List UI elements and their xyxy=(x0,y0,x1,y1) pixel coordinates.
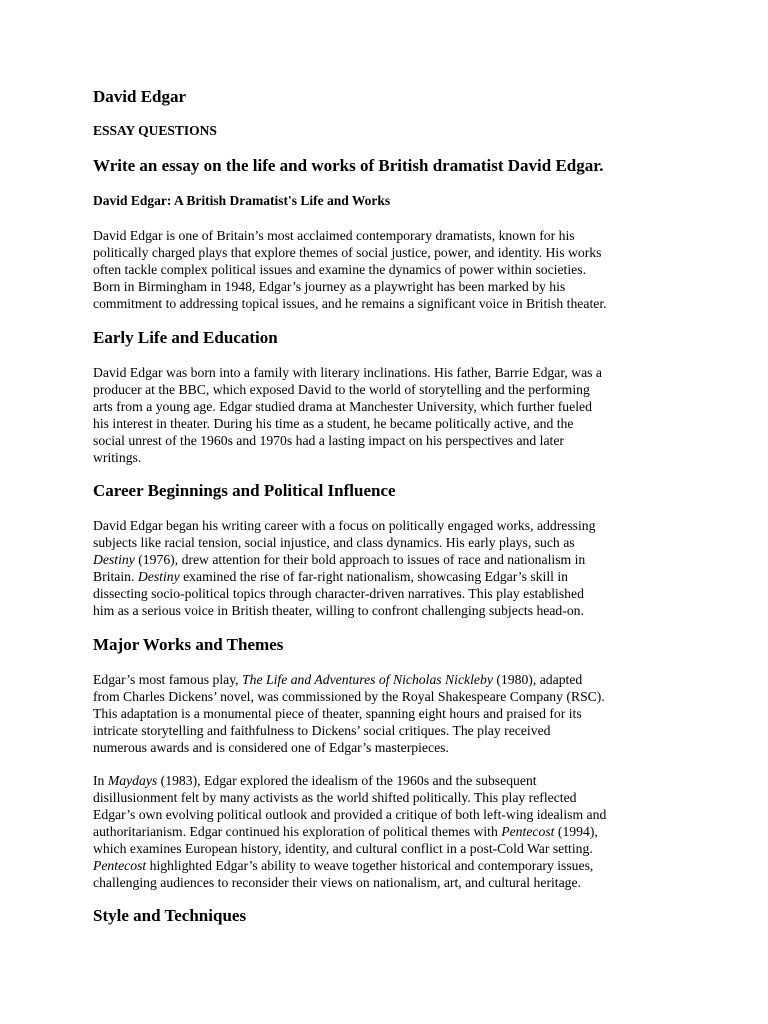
paragraph-line: David Edgar is one of Britain’s most acclaimed contemporary dramatists, known for his xyxy=(93,228,575,243)
essay-label: ESSAY QUESTIONS xyxy=(93,123,217,138)
essay-subtitle: David Edgar: A British Dramatist's Life and Works xyxy=(93,193,391,208)
paragraph-line: numerous awards and is considered one of Edgar’s masterpieces. xyxy=(93,740,449,755)
paragraph-line: In Maydays (1983), Edgar explored the idealism of the 1960s and the subsequent xyxy=(93,773,537,788)
paragraph-line: his interest in theater. During his time as a student, he became politically active, and the xyxy=(93,416,574,431)
paragraph-line: disillusionment felt by many activists as the world shifted politically. This play reflected xyxy=(93,790,577,805)
work-title: Pentecost xyxy=(501,824,555,839)
paragraph-line: often tackle complex political issues and examine the dynamics of power within societies. xyxy=(93,262,586,277)
paragraph-line: Britain. Destiny examined the rise of far-right nationalism, showcasing Edgar’s skill in xyxy=(93,569,569,584)
early-life-paragraph xyxy=(93,364,693,466)
section-heading-style: Style and Techniques xyxy=(93,906,247,925)
paragraph-line: David Edgar began his writing career with a focus on politically engaged works, addressing xyxy=(93,518,596,533)
paragraph-line: from Charles Dickens’ novel, was commissioned by the Royal Shakespeare Company (RSC). xyxy=(93,689,605,704)
paragraph-line: politically charged plays that explore themes of social justice, power, and identity. His works xyxy=(93,245,602,260)
work-title: Pentecost xyxy=(93,858,147,873)
work-title: The Life and Adventures of Nicholas Nickleby xyxy=(242,672,493,687)
paragraph-line: challenging audiences to reconsider their views on nationalism, art, and cultural heritage. xyxy=(93,875,582,890)
paragraph-line: dissecting socio-political topics through character-driven narratives. This play established xyxy=(93,586,584,601)
paragraph-line: intricate storytelling and faithfulness to Dickens’ social critiques. The play received xyxy=(93,723,551,738)
paragraph-line: Born in Birmingham in 1948, Edgar’s journey as a playwright has been marked by his xyxy=(93,279,566,294)
section-heading-career: Career Beginnings and Political Influence xyxy=(93,481,396,500)
paragraph-line: him as a serious voice in British theater, willing to confront challenging subjects head-on. xyxy=(93,603,584,618)
paragraph-line: Pentecost highlighted Edgar’s ability to weave together historical and contemporary issues, xyxy=(93,858,594,873)
essay-question: Write an essay on the life and works of British dramatist David Edgar. xyxy=(93,156,604,175)
paragraph-line: This adaptation is a monumental piece of theater, spanning eight hours and praised for its xyxy=(93,706,582,721)
paragraph-line: Edgar’s own evolving political outlook and provided a critique of both left-wing idealism and xyxy=(93,807,607,822)
paragraph-line: subjects like racial tension, social injustice, and class dynamics. His early plays, such as xyxy=(93,535,575,550)
document-title: David Edgar xyxy=(93,87,187,106)
paragraph-line: producer at the BBC, which exposed David to the world of storytelling and the performing xyxy=(93,382,590,397)
work-title: Maydays xyxy=(107,773,158,788)
major-works-paragraph-2 xyxy=(93,772,693,891)
intro-paragraph xyxy=(93,227,693,312)
paragraph-line: which examines European history, identity, and cultural conflict in a post-Cold War setting. xyxy=(93,841,593,856)
section-heading-major-works: Major Works and Themes xyxy=(93,635,284,654)
paragraph-line: David Edgar was born into a family with literary inclinations. His father, Barrie Edgar, was a xyxy=(93,365,602,380)
paragraph-line: commitment to addressing topical issues, and he remains a significant voice in British theater. xyxy=(93,296,607,311)
paragraph-line: Edgar’s most famous play, The Life and Adventures of Nicholas Nickleby (1980), adapted xyxy=(93,672,583,687)
paragraph-line: authoritarianism. Edgar continued his exploration of political themes with Pentecost (1994), xyxy=(93,824,598,839)
paragraph-line: writings. xyxy=(93,450,142,465)
career-paragraph xyxy=(93,517,693,619)
section-heading-early-life: Early Life and Education xyxy=(93,328,278,347)
work-title: Destiny xyxy=(93,552,135,567)
paragraph-line: arts from a young age. Edgar studied drama at Manchester University, which further fueled xyxy=(93,399,592,414)
paragraph-line: social unrest of the 1960s and 1970s had a lasting impact on his perspectives and later xyxy=(93,433,564,448)
paragraph-line: Destiny (1976), drew attention for their bold approach to issues of race and nationalism in xyxy=(93,552,586,567)
major-works-paragraph-1 xyxy=(93,671,693,756)
work-title: Destiny xyxy=(137,569,180,584)
